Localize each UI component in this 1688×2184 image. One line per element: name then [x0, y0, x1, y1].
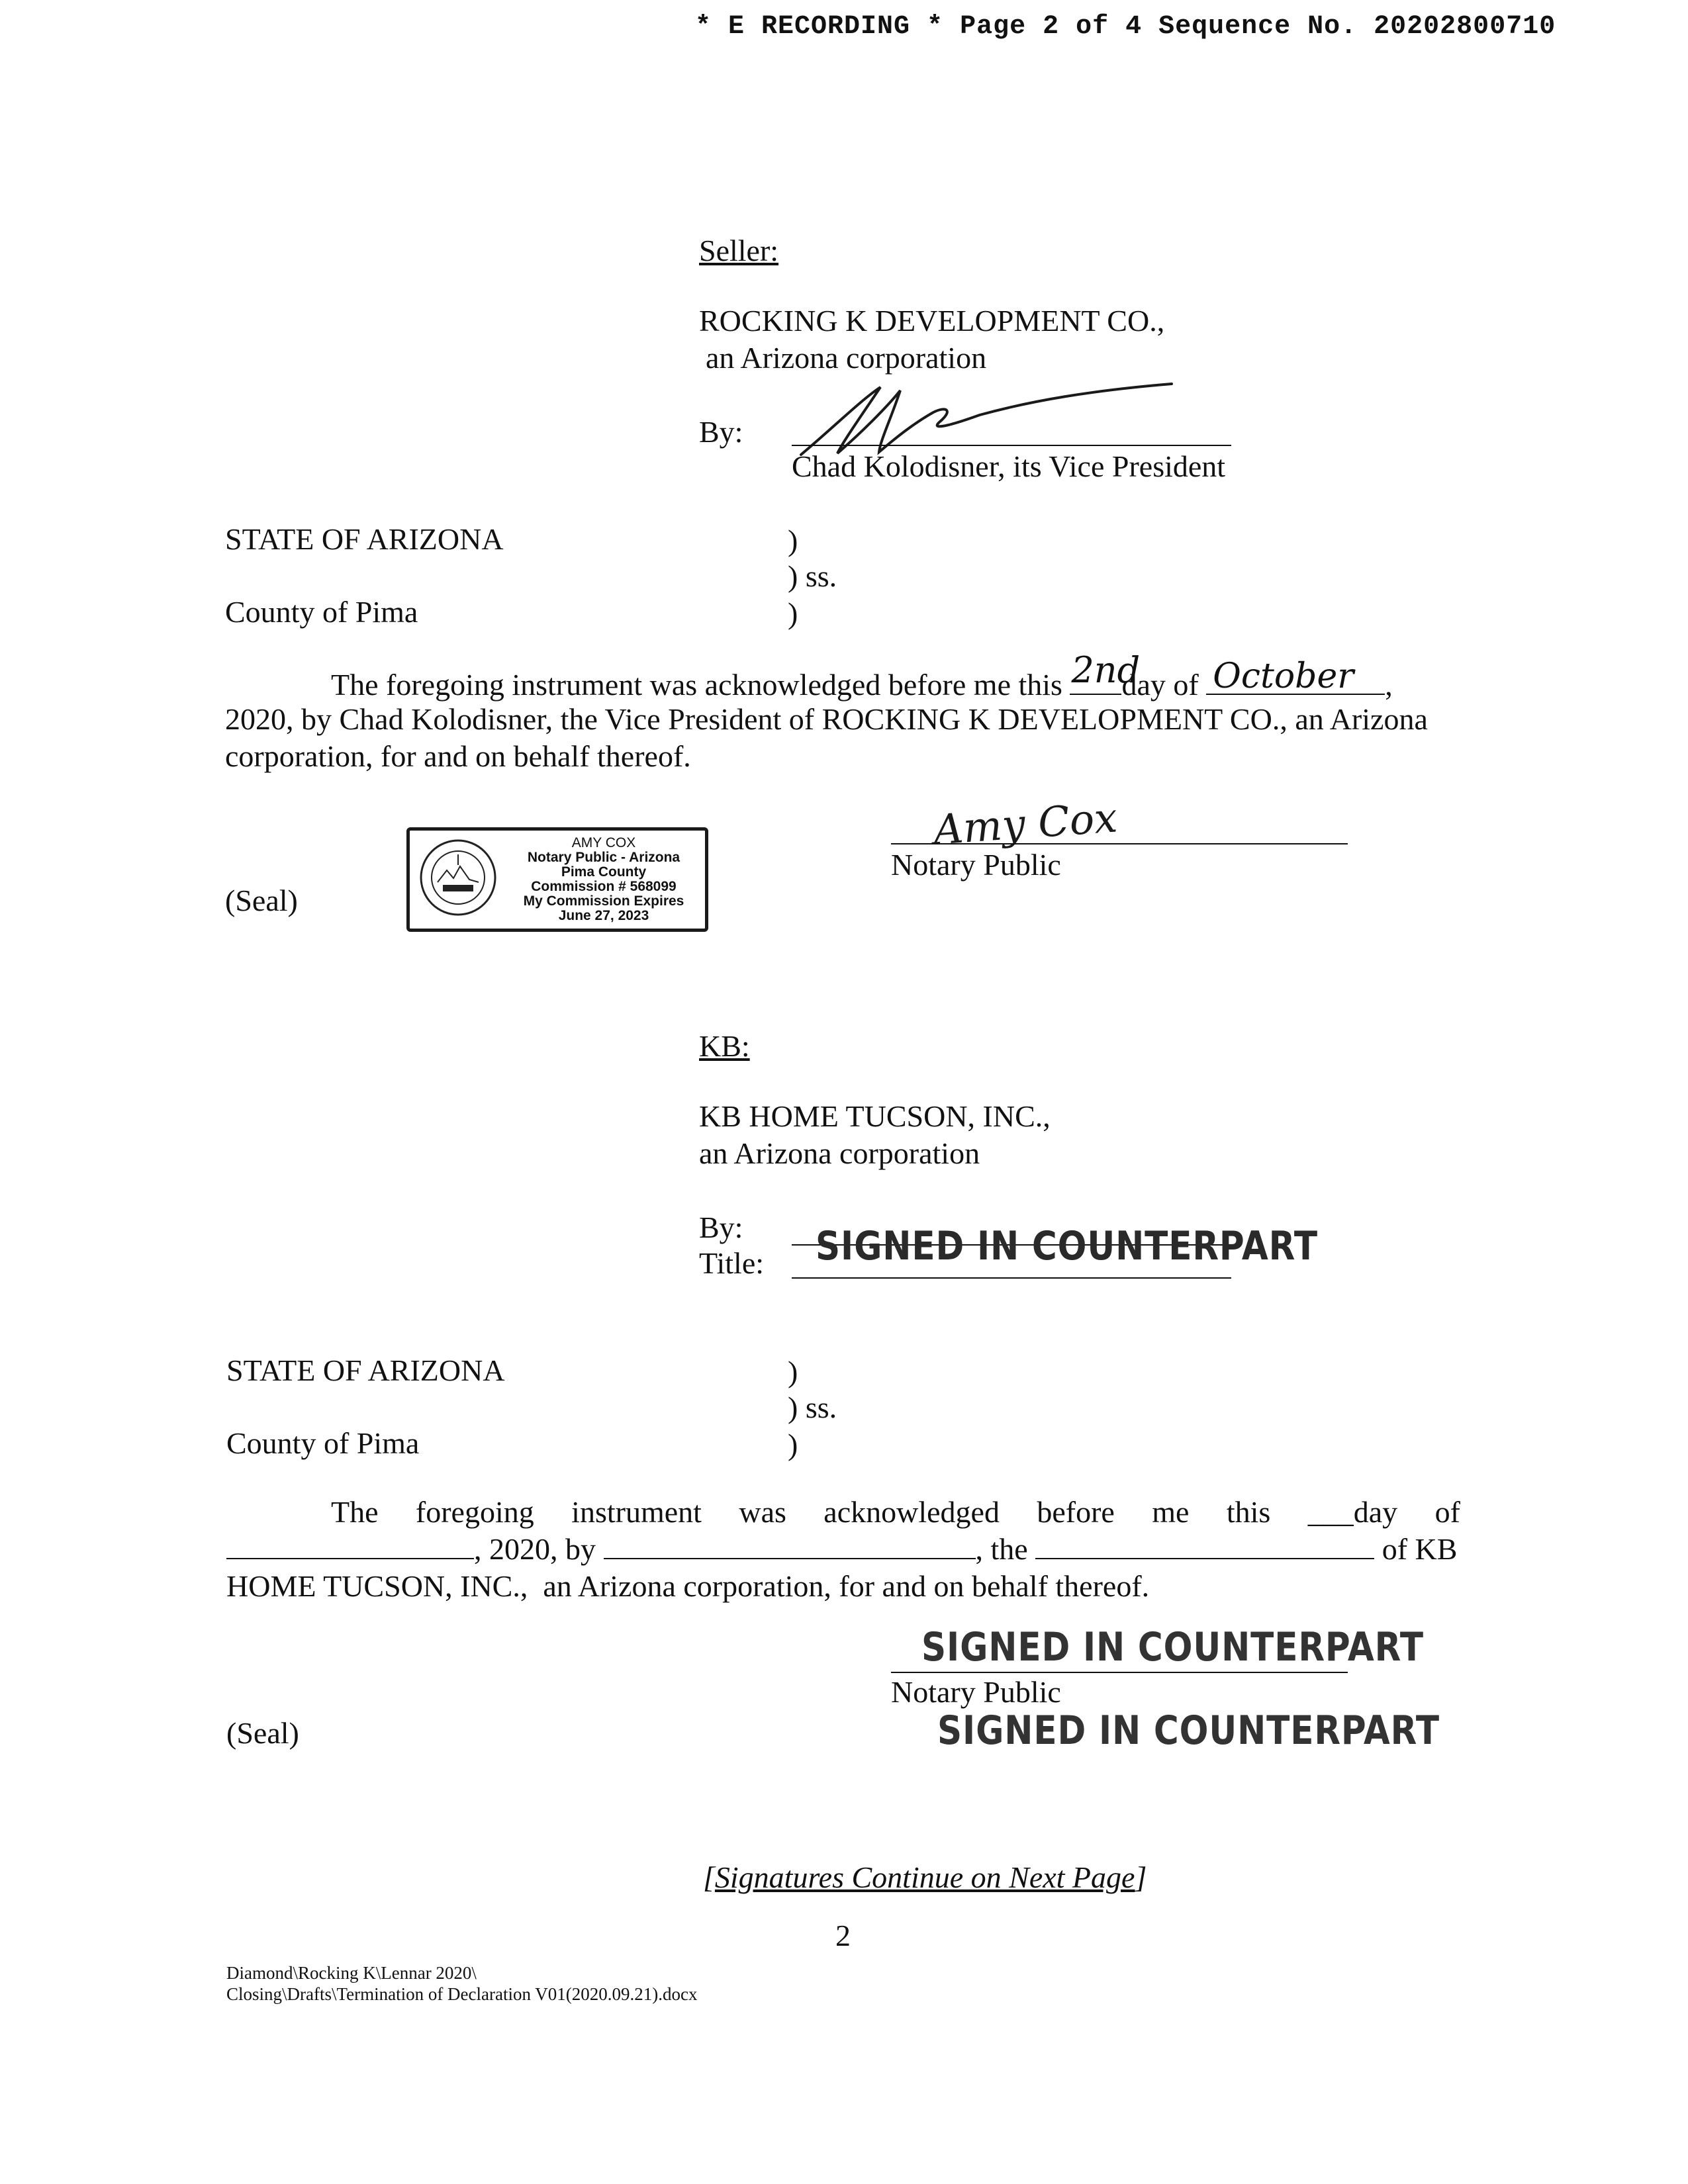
ack-2-word: ___day: [1307, 1495, 1398, 1529]
ack-2-month-blank: [226, 1534, 474, 1559]
venue-1-paren-bottom: ): [788, 596, 798, 630]
notary-2-counterpart-stamp-bottom: SIGNED IN COUNTERPART: [937, 1707, 1440, 1754]
continue-note-text: Signatures Continue on Next Page: [714, 1860, 1135, 1894]
ack-2-word: foregoing: [415, 1495, 534, 1529]
notary-1-seal-label: (Seal): [225, 884, 298, 917]
venue-2-paren-ss: ) ss.: [788, 1390, 837, 1424]
page-number: 2: [835, 1919, 851, 1952]
venue-2-paren-top: ): [788, 1355, 798, 1388]
ack-2-title-blank: [1035, 1534, 1374, 1559]
venue-2-state: STATE OF ARIZONA: [226, 1353, 505, 1387]
ack-1-month-handwritten: October: [1213, 657, 1354, 696]
ack-1-day-blank: [1070, 649, 1141, 695]
seller-signature-line: [792, 445, 1231, 446]
ack-2-word: The: [331, 1495, 379, 1529]
file-path-line-2: Closing\Drafts\Termination of Declaration V01(2020.09.21).docx: [226, 1984, 698, 2004]
file-path-line-1: Diamond\Rocking K\Lennar 2020\: [226, 1963, 477, 1983]
ack-1-line-2: 2020, by Chad Kolodisner, the Vice President of ROCKING K DEVELOPMENT CO., an Arizona: [225, 702, 1428, 736]
continue-note: [Signatures Continue on Next Page]: [703, 1860, 1147, 1894]
ack-2-word: instrument: [571, 1495, 702, 1529]
kb-counterpart-stamp: SIGNED IN COUNTERPART: [816, 1223, 1318, 1269]
seller-company-name: ROCKING K DEVELOPMENT CO.,: [699, 304, 1165, 338]
kb-heading: KB:: [699, 1029, 750, 1063]
venue-1-state: STATE OF ARIZONA: [225, 522, 504, 556]
ack-1-line-1: [331, 649, 1456, 702]
seller-signer-name: Chad Kolodisner, its Vice President: [792, 449, 1226, 483]
notary-1-signature-line: [891, 843, 1348, 844]
ack-1-day-handwritten: 2nd: [1071, 649, 1141, 691]
stamp-line-expires-date: June 27, 2023: [558, 908, 649, 923]
stamp-line-expires-label: My Commission Expires: [523, 893, 684, 909]
ack-2-the: , the: [975, 1532, 1028, 1566]
kb-title-line: [792, 1277, 1231, 1279]
seller-entity-type: an Arizona corporation: [706, 341, 987, 375]
venue-1-paren-ss: ) ss.: [788, 559, 837, 593]
kb-by-label: By:: [699, 1210, 743, 1244]
arizona-state-seal-icon: [419, 839, 497, 917]
ack-2-year-by: , 2020, by: [474, 1532, 596, 1566]
stamp-line-county: Pima County: [561, 864, 647, 880]
ack-2-word: acknowledged: [823, 1495, 1000, 1529]
ack-2-of-kb: of KB: [1382, 1532, 1458, 1566]
notary-2-counterpart-stamp-top: SIGNED IN COUNTERPART: [921, 1624, 1424, 1670]
notary-2-seal-label: (Seal): [226, 1716, 299, 1750]
ack-2-word: this: [1226, 1495, 1271, 1529]
ack-2-word: me: [1152, 1495, 1190, 1529]
kb-title-label: Title:: [699, 1246, 765, 1280]
notary-2-signature-line: [891, 1672, 1348, 1673]
ack-1-day-of: day of: [1121, 668, 1199, 702]
notary-2-title: Notary Public: [891, 1675, 1061, 1709]
venue-2-county: County of Pima: [226, 1426, 420, 1460]
ack-1-month-blank: [1206, 657, 1385, 696]
ack-2-line-3: HOME TUCSON, INC., an Arizona corporation, for and on behalf thereof.: [226, 1569, 1150, 1603]
venue-1-county: County of Pima: [225, 595, 418, 629]
ack-2-word: was: [739, 1495, 786, 1529]
ack-1-intro: The foregoing instrument was acknowledged before me this: [331, 668, 1062, 702]
seller-by-label: By:: [699, 415, 743, 449]
kb-company-name: KB HOME TUCSON, INC.,: [699, 1099, 1051, 1133]
notary-1-signature: Amy Cox: [931, 793, 1119, 854]
ack-2-word: of: [1434, 1495, 1460, 1529]
seller-heading: Seller:: [699, 234, 779, 267]
kb-entity-type: an Arizona corporation: [699, 1136, 980, 1170]
ack-2-name-blank: [604, 1534, 976, 1559]
stamp-line-title: Notary Public - Arizona: [527, 850, 680, 865]
venue-1-paren-top: ): [788, 523, 798, 557]
notary-stamp: [406, 827, 708, 932]
ack-2-line-2: [226, 1534, 1460, 1565]
ack-1-comma: ,: [1385, 668, 1393, 702]
notary-1-title: Notary Public: [891, 848, 1061, 882]
stamp-line-name: AMY COX: [571, 835, 636, 850]
ack-2-line-1: [331, 1497, 1460, 1527]
recording-header: * E RECORDING * Page 2 of 4 Sequence No. 20202800710: [695, 12, 1556, 42]
venue-2-paren-bottom: ): [788, 1428, 798, 1461]
seller-signature: [781, 381, 1192, 460]
stamp-line-commission: Commission # 568099: [531, 879, 677, 894]
ack-2-word: before: [1037, 1495, 1115, 1529]
ack-1-line-3: corporation, for and on behalf thereof.: [225, 739, 691, 773]
